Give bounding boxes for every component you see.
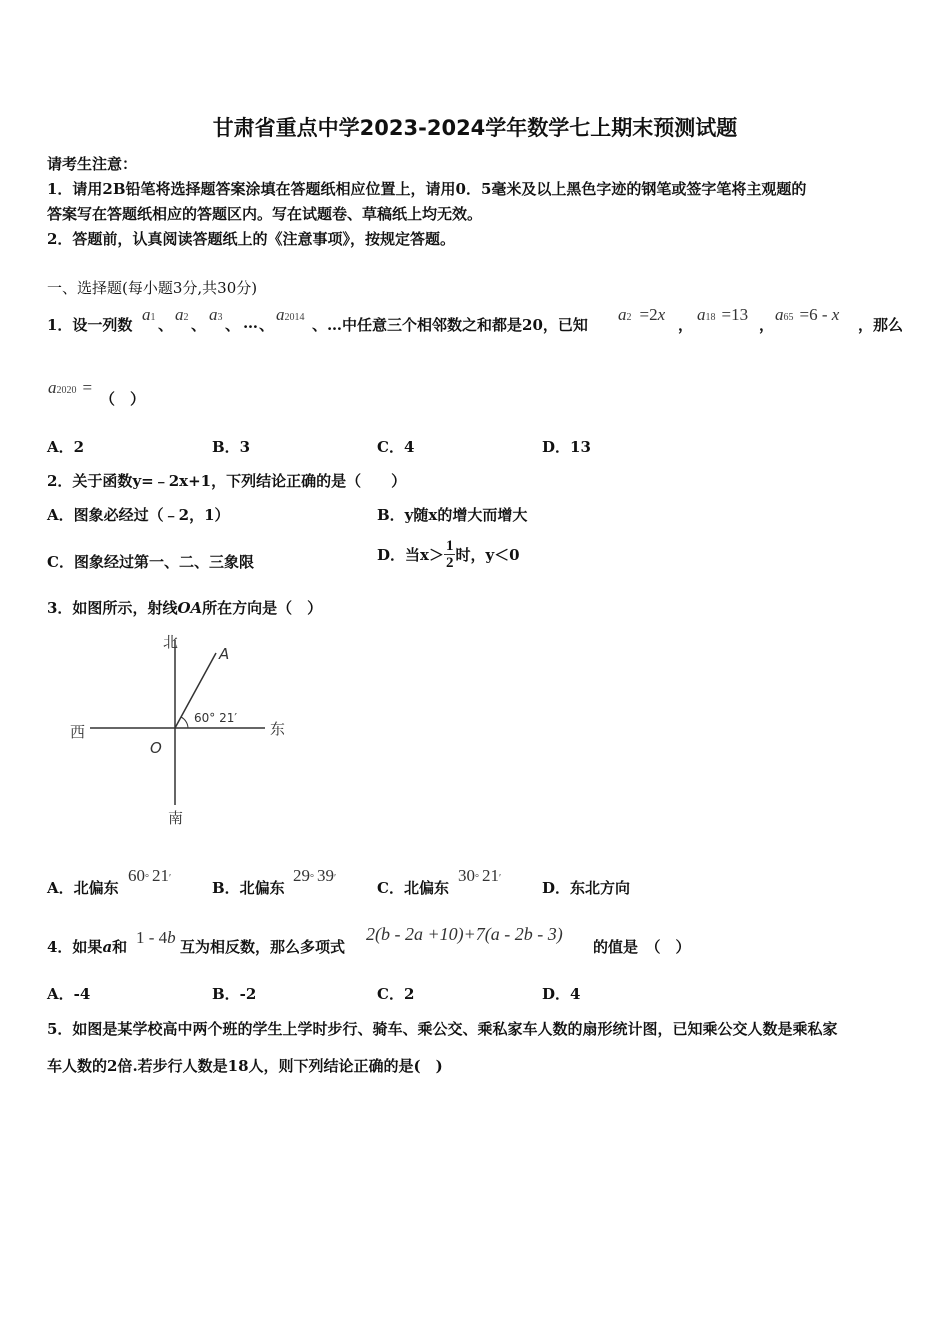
- angle-label: 60° 21′: [194, 711, 238, 725]
- q1-dots: …: [243, 314, 258, 332]
- q1-cond-2: a18 =13: [697, 305, 749, 324]
- q4-option-c: C．2: [377, 985, 415, 1003]
- south-label: 南: [168, 809, 184, 827]
- notice-heading: 请考生注意：: [47, 155, 138, 173]
- notice-line-2: 答案写在答题纸相应的答题区内。写在试题卷、草稿纸上均无效。: [47, 205, 483, 223]
- q1-mid: 、…中任意三个相邻数之和都是20，已知: [312, 316, 588, 334]
- q4-stem-post: 的值是 （ ）: [593, 938, 691, 956]
- q1-sep: 、: [225, 316, 241, 334]
- q1-option-b: B．3: [212, 438, 251, 456]
- q1-sep: 、: [259, 316, 275, 334]
- q1-option-d: D．13: [542, 438, 591, 456]
- q2-option-a: A．图象必经过（﹣2，1）: [47, 506, 230, 524]
- q1-seq-a3: a3: [209, 305, 223, 324]
- notice-line-3: 2．答题前，认真阅读答题纸上的《注意事项》，按规定答题。: [47, 230, 455, 248]
- q1-cond-1: a2 =2x: [618, 305, 666, 324]
- ray-label: A: [219, 645, 230, 663]
- q1-comma: ，: [678, 316, 694, 334]
- q2-option-c: C．图象经过第一、二、三象限: [47, 553, 254, 571]
- q4-option-b: B．-2: [212, 985, 257, 1003]
- angle-arc: [181, 717, 188, 728]
- q1-option-a: A．2: [47, 438, 85, 456]
- q1-option-c: C．4: [377, 438, 415, 456]
- q1-seq-a1: a1: [142, 305, 156, 324]
- q4-stem-mid: 互为相反数，那么多项式: [180, 938, 346, 956]
- q1-sep: 、: [158, 316, 174, 334]
- q3-stem: 3．如图所示，射线OA所在方向是（ ）: [47, 599, 323, 617]
- east-label: 东: [270, 720, 286, 738]
- fraction: $\frac{1}{2}$: [445, 538, 454, 571]
- compass-diagram: [60, 625, 320, 835]
- q5-line-1: 5．如图是某学校高中两个班的学生上学时步行、骑车、乘公交、乘私家车人数的扇形统计图，已知乘公交人数是乘私家: [47, 1020, 838, 1038]
- q1-seq-a2014: a2014: [276, 305, 305, 324]
- q1-comma: ，: [759, 316, 775, 334]
- q3-option-a-angle: 60° 21′: [128, 866, 172, 885]
- q4-expr-1: 1 - 4b: [136, 928, 176, 947]
- q3-option-a: A．北偏东: [47, 879, 119, 897]
- q3-option-c-angle: 30° 21′: [458, 866, 502, 885]
- q1-sep: 、: [191, 316, 207, 334]
- q5-line-2: 车人数的2倍.若步行人数是18人，则下列结论正确的是( ): [47, 1057, 443, 1075]
- q1-cond-3: a65 =6 - x: [775, 305, 840, 324]
- q3-option-c: C．北偏东: [377, 879, 449, 897]
- west-label: 西: [70, 723, 86, 741]
- north-label: 北: [163, 633, 179, 651]
- origin-label: O: [150, 739, 162, 757]
- q1-answer-paren: （ ）: [100, 390, 146, 408]
- q4-option-d: D．4: [542, 985, 581, 1003]
- q2-option-b: B．y随x的增大而增大: [377, 506, 528, 524]
- q2-option-d: D．当x＞ $\frac{1}{2}$ 时，y＜0: [377, 538, 520, 571]
- q3-option-b-angle: 29° 39′: [293, 866, 337, 885]
- q4-expr-2: 2(b - 2a +10)+7(a - 2b - 3): [366, 924, 563, 944]
- q4-stem-pre: 4．如果a和: [47, 938, 128, 956]
- notice-line-1: 1．请用2B铅笔将选择题答案涂填在答题纸相应位置上，请用0．5毫米及以上黑色字迹的钢笔或签字笔将主观题的: [47, 180, 807, 198]
- q4-option-a: A．-4: [47, 985, 91, 1003]
- q2-stem: 2．关于函数y=﹣2x+1，下列结论正确的是（ ）: [47, 472, 407, 490]
- page-title: 甘肃省重点中学2023-2024学年数学七上期末预测试题: [212, 116, 738, 140]
- q1-seq-a2: a2: [175, 305, 189, 324]
- q3-option-d: D．东北方向: [542, 879, 631, 897]
- section-heading: 一、选择题(每小题3分,共30分): [47, 279, 258, 297]
- q1-tail: ，那么: [858, 316, 904, 334]
- q3-option-b: B．北偏东: [212, 879, 285, 897]
- q1-target: a2020 =: [48, 378, 93, 397]
- q1-prefix: 1．设一列数: [47, 316, 133, 334]
